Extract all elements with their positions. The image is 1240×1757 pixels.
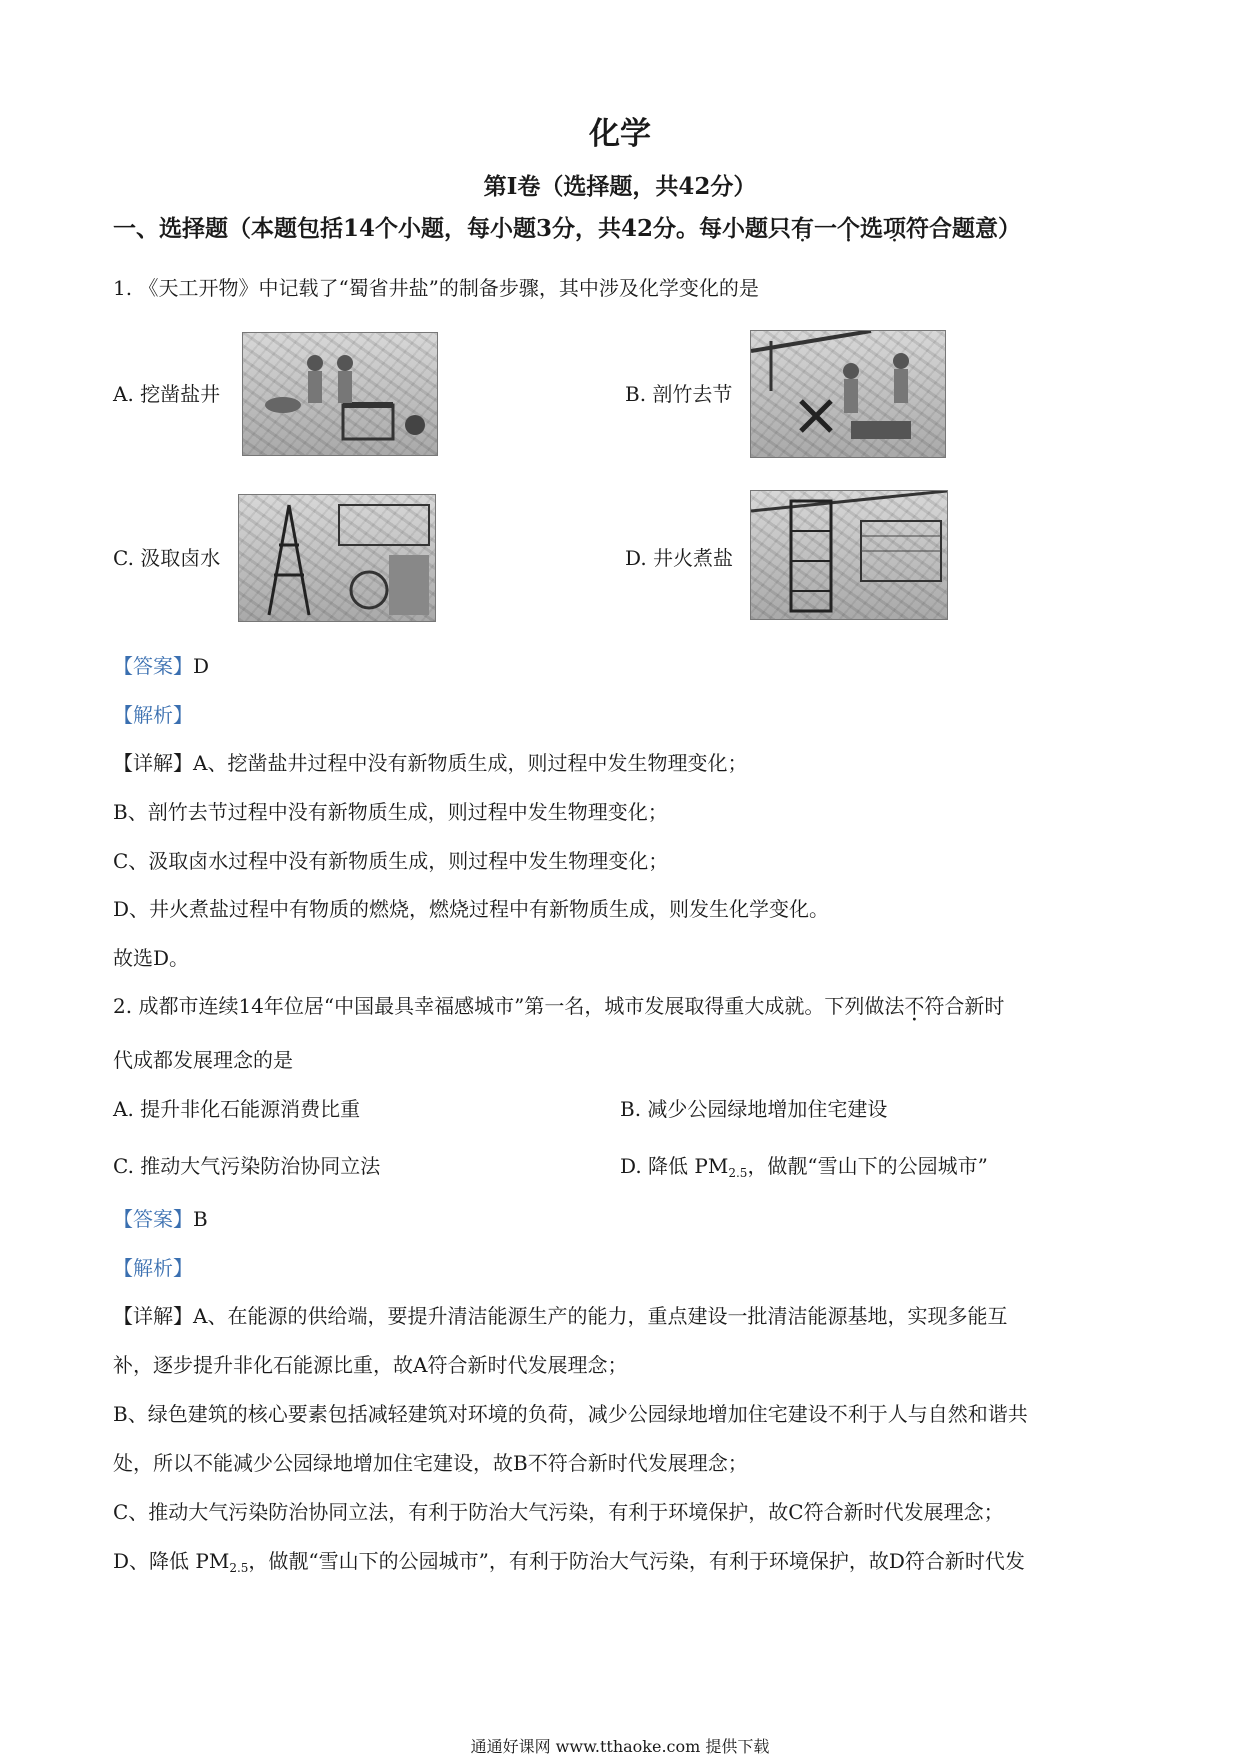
q1-option-a: A. 挖凿盐井 bbox=[113, 382, 221, 406]
subscript: 2.5 bbox=[728, 1166, 748, 1180]
section-text: 选 bbox=[860, 215, 884, 242]
q2-detail-line: C、推动大气污染防治协同立法，有利于防治大气污染，有利于环境保护，故C符合新时代发展理念； bbox=[113, 1500, 1004, 1524]
answer-tag: 【答案】 bbox=[113, 1207, 193, 1231]
detail-tag: 【详解】 bbox=[113, 1304, 193, 1328]
q2-detail-line: 处，所以不能减少公园绿地增加住宅建设，故B不符合新时代发展理念； bbox=[113, 1451, 748, 1475]
q1-conclusion: 故选D。 bbox=[113, 946, 190, 970]
section-text: 一 bbox=[814, 215, 838, 242]
detail-tag: 【详解】 bbox=[113, 751, 193, 775]
salt-well-digging-illustration bbox=[242, 332, 438, 456]
option-text: ，做靓“雪山下的公园城市” bbox=[747, 1154, 988, 1178]
part-heading: 第I卷（选择题，共42分） bbox=[483, 173, 757, 200]
emphasis-char: 个 bbox=[837, 215, 861, 242]
q2-detail-line bbox=[113, 1300, 1007, 1329]
emphasis-char: 不 bbox=[904, 994, 925, 1018]
page-footer: 通通好课网 www.tthaoke.com 提供下载 bbox=[470, 1737, 770, 1756]
q1-option-c: C. 汲取卤水 bbox=[113, 546, 221, 570]
question-2-stem bbox=[113, 990, 1004, 1019]
page-title: 化学 bbox=[589, 116, 651, 152]
stem-text: 符合新时 bbox=[924, 994, 1005, 1018]
detail-text: A、在能源的供给端，要提升清洁能源生产的能力，重点建设一批清洁能源基地，实现多能互 bbox=[193, 1304, 1008, 1328]
q2-detail-line: 补，逐步提升非化石能源比重，故A符合新时代发展理念； bbox=[113, 1353, 628, 1377]
detail-text: A、挖凿盐井过程中没有新物质生成，则过程中发生物理变化； bbox=[193, 751, 748, 775]
subscript: 2.5 bbox=[229, 1561, 249, 1575]
emphasis-char: 有 bbox=[791, 215, 815, 242]
q1-detail-line: B、剖竹去节过程中没有新物质生成，则过程中发生物理变化； bbox=[113, 800, 668, 824]
q1-option-b: B. 剖竹去节 bbox=[625, 382, 733, 406]
salt-boiling-illustration bbox=[750, 490, 948, 620]
question-1-stem: 1. 《天工开物》中记载了“蜀省井盐”的制备步骤，其中涉及化学变化的是 bbox=[113, 276, 759, 300]
section-heading bbox=[113, 210, 1021, 243]
brine-drawing-illustration bbox=[238, 494, 436, 622]
q1-analysis-tag: 【解析】 bbox=[113, 703, 193, 727]
option-text: D. 降低 PM bbox=[620, 1154, 729, 1178]
q1-detail-line bbox=[113, 747, 747, 776]
q2-option-a: A. 提升非化石能源消费比重 bbox=[113, 1097, 361, 1121]
answer-value: B bbox=[193, 1207, 208, 1231]
question-2-stem-cont: 代成都发展理念的是 bbox=[113, 1048, 293, 1072]
section-text: 一、选择题（本题包括14个小题，每小题3分，共42分。每小题只 bbox=[113, 215, 792, 242]
q1-option-d: D. 井火煮盐 bbox=[625, 546, 734, 570]
stem-text: 2. 成都市连续14年位居“中国最具幸福感城市”第一名，城市发展取得重大成就。下列做法 bbox=[113, 994, 905, 1018]
section-text: 符合题意） bbox=[906, 215, 1022, 242]
q2-option-c: C. 推动大气污染防治协同立法 bbox=[113, 1154, 381, 1178]
bamboo-splitting-illustration bbox=[750, 330, 946, 458]
q1-answer bbox=[113, 650, 209, 679]
detail-text: ，做靓“雪山下的公园城市”，有利于防治大气污染，有利于环境保护，故D符合新时代发 bbox=[248, 1549, 1025, 1573]
answer-tag: 【答案】 bbox=[113, 654, 193, 678]
detail-text: D、降低 PM bbox=[113, 1549, 230, 1573]
q1-detail-line: C、汲取卤水过程中没有新物质生成，则过程中发生物理变化； bbox=[113, 849, 669, 873]
q2-analysis-tag: 【解析】 bbox=[113, 1256, 193, 1280]
emphasis-char: 项 bbox=[883, 215, 907, 242]
q2-detail-line bbox=[113, 1545, 1025, 1575]
q2-option-b: B. 减少公园绿地增加住宅建设 bbox=[620, 1097, 888, 1121]
q1-detail-line: D、井火煮盐过程中有物质的燃烧，燃烧过程中有新物质生成，则发生化学变化。 bbox=[113, 897, 830, 921]
q2-option-d bbox=[620, 1150, 988, 1180]
q2-detail-line: B、绿色建筑的核心要素包括减轻建筑对环境的负荷，减少公园绿地增加住宅建设不利于人与自然和谐共 bbox=[113, 1402, 1028, 1426]
q2-answer bbox=[113, 1203, 208, 1232]
answer-value: D bbox=[193, 654, 210, 678]
